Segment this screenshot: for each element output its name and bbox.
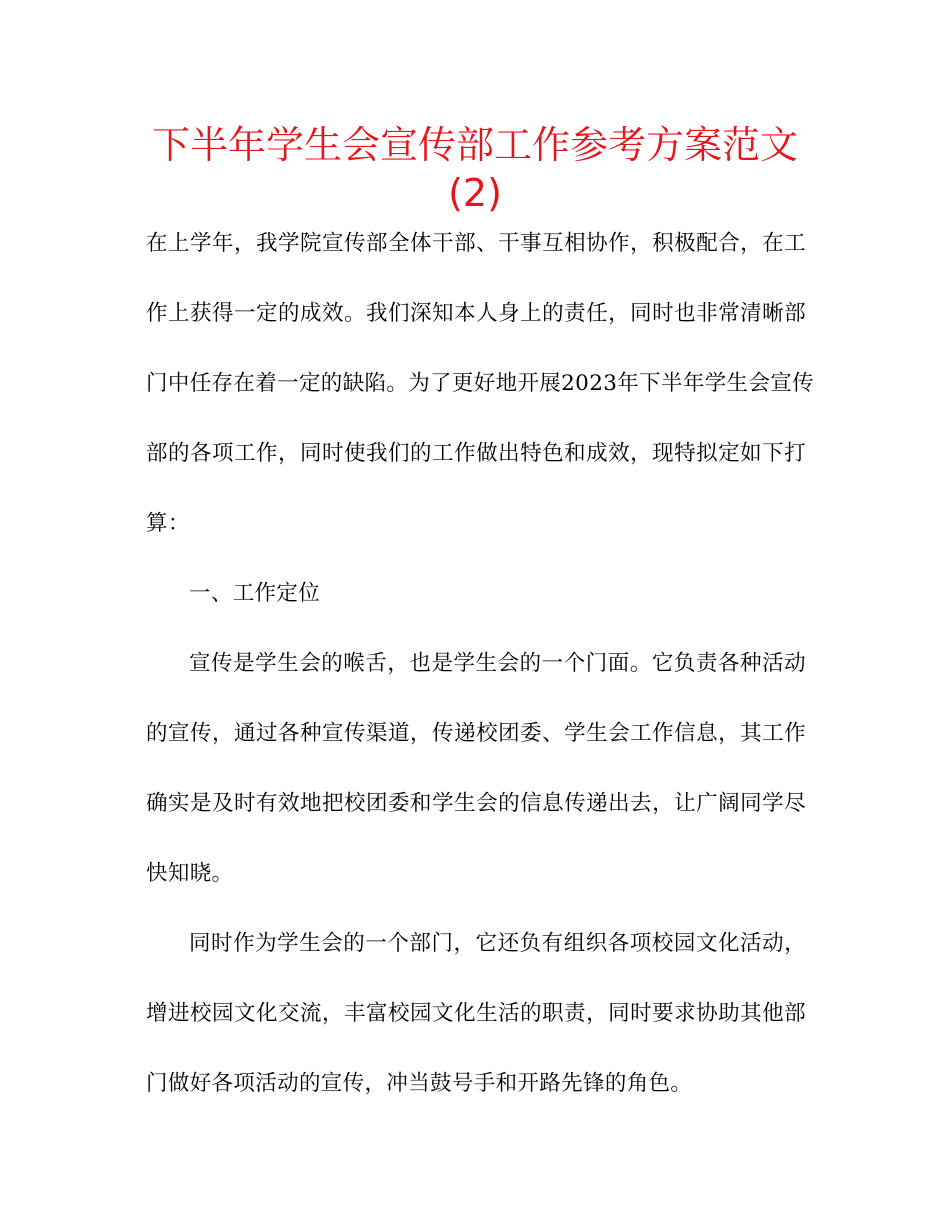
paragraph-line: 在上学年，我学院宣传部全体干部、干事互相协作，积极配合，在工 bbox=[146, 231, 806, 256]
section-heading: 一、工作定位 bbox=[189, 581, 321, 606]
paragraph-line: 门中任存在着一定的缺陷。为了更好地开展2023年下半年学生会宣传 bbox=[146, 371, 814, 396]
paragraph-line: 确实是及时有效地把校团委和学生会的信息传递出去，让广阔同学尽 bbox=[146, 791, 806, 816]
document-title-line-1: 下半年学生会宣传部工作参考方案范文 bbox=[151, 123, 798, 167]
document-title-line-2: (2) bbox=[448, 171, 502, 215]
paragraph-line: 宣传是学生会的喉舌，也是学生会的一个门面。它负责各种活动 bbox=[189, 651, 806, 676]
paragraph-line: 同时作为学生会的一个部门，它还负有组织各项校园文化活动， bbox=[189, 931, 806, 956]
paragraph-line: 快知晓。 bbox=[146, 861, 234, 886]
paragraph-line: 作上获得一定的成效。我们深知本人身上的责任，同时也非常清晰部 bbox=[146, 301, 806, 326]
paragraph-line: 门做好各项活动的宣传，冲当鼓号手和开路先锋的角色。 bbox=[146, 1071, 693, 1096]
paragraph-line: 算： bbox=[146, 511, 190, 536]
paragraph-line: 增进校园文化交流，丰富校园文化生活的职责，同时要求协助其他部 bbox=[146, 1001, 806, 1026]
paragraph-line: 部的各项工作，同时使我们的工作做出特色和成效，现特拟定如下打 bbox=[146, 441, 806, 466]
paragraph-line: 的宣传，通过各种宣传渠道，传递校团委、学生会工作信息，其工作 bbox=[146, 721, 806, 746]
